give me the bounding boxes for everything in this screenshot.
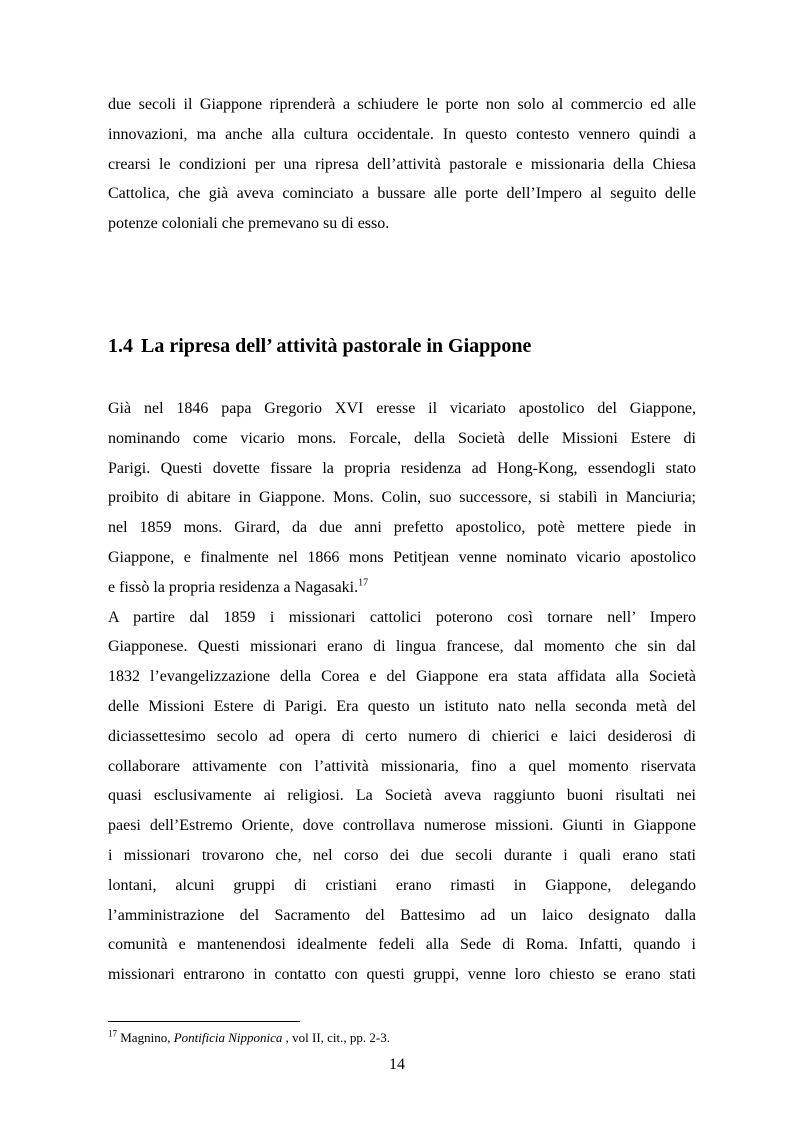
page-number: 14 [389,1056,405,1073]
text-line: collaborare attivamente con l’attività missionaria, fino a quel momento riservata [108,757,696,775]
footnote-citation: , vol II, cit., pp. 2-3. [282,1030,390,1045]
text-line: i missionari trovarono che, nel corso dei due secoli durante i quali erano stati [108,846,696,864]
text-line: nominando come vicario mons. Forcale, della Società delle Missioni Estere di [108,429,696,447]
text-line: Già nel 1846 papa Gregorio XVI eresse il vicariato apostolico del Giappone, [108,400,696,417]
paragraph-body [108,394,696,990]
section-title: La ripresa dell’ attività pastorale in Giappone [141,335,532,357]
text-line: A partire dal 1859 i missionari cattolici poterono così tornare nell’ Impero [108,608,696,626]
text-line: Giapponese. Questi missionari erano di lingua francese, dal momento che sin dal [108,638,696,656]
text-line: Cattolica, che già aveva cominciato a bussare alle porte dell’Impero al seguito delle [108,185,696,203]
text-line: quasi esclusivamente ai religiosi. La Società aveva raggiunto buoni risultati nei [108,787,696,805]
footnote [108,1030,390,1046]
text-line: due secoli il Giappone riprenderà a schiudere le porte non solo al commercio ed alle [108,96,696,113]
text-line-content: e fissò la propria residenza a Nagasaki. [108,578,359,596]
text-line: Parigi. Questi dovette fissare la propria residenza ad Hong-Kong, essendogli stato [108,459,696,477]
text-line: potenze coloniali che premevano su di esso. [108,215,390,233]
text-line: proibito di abitare in Giappone. Mons. Colin, suo successore, si stabilì in Manciuria; [108,489,696,507]
text-line [108,573,696,603]
footnote-divider [108,1021,300,1022]
text-line: Giappone, e finalmente nel 1866 mons Petitjean venne nominato vicario apostolico [108,548,696,566]
text-line: comunità e mantenendosi idealmente fedeli alla Sede di Roma. Infatti, quando i [108,936,696,954]
paragraph-intro [108,90,696,239]
text-line: l’amministrazione del Sacramento del Battesimo ad un laico designato dalla [108,906,696,924]
text-line: innovazioni, ma anche alla cultura occidentale. In questo contesto vennero quindi a [108,125,696,143]
footnote-author: Magnino, [120,1030,174,1045]
text-line: lontani, alcuni gruppi di cristiani erano rimasti in Giappone, delegando [108,876,696,894]
text-line: missionari entrarono in contatto con questi gruppi, venne loro chiesto se erano stati [108,966,696,984]
section-heading [108,335,531,358]
footnote-reference[interactable]: 17 [358,577,369,589]
text-line: diciassettesimo secolo ad opera di certo numero di chierici e laici desiderosi di [108,727,696,745]
text-line: nel 1859 mons. Girard, da due anni prefetto apostolico, potè mettere piede in [108,519,696,537]
footnote-mark: 17 [108,1028,117,1039]
text-line: crearsi le condizioni per una ripresa dell’attività pastorale e missionaria della Chiesa [108,155,696,173]
section-number: 1.4 [108,335,133,357]
text-line: 1832 l’evangelizzazione della Corea e del Giappone era stata affidata alla Società [108,668,696,686]
footnote-work-title: Pontificia Nipponica [173,1030,283,1045]
text-line: delle Missioni Estere di Parigi. Era questo un istituto nato nella seconda metà del [108,697,696,715]
text-line: paesi dell’Estremo Oriente, dove controllava numerose missioni. Giunti in Giappone [108,817,696,835]
